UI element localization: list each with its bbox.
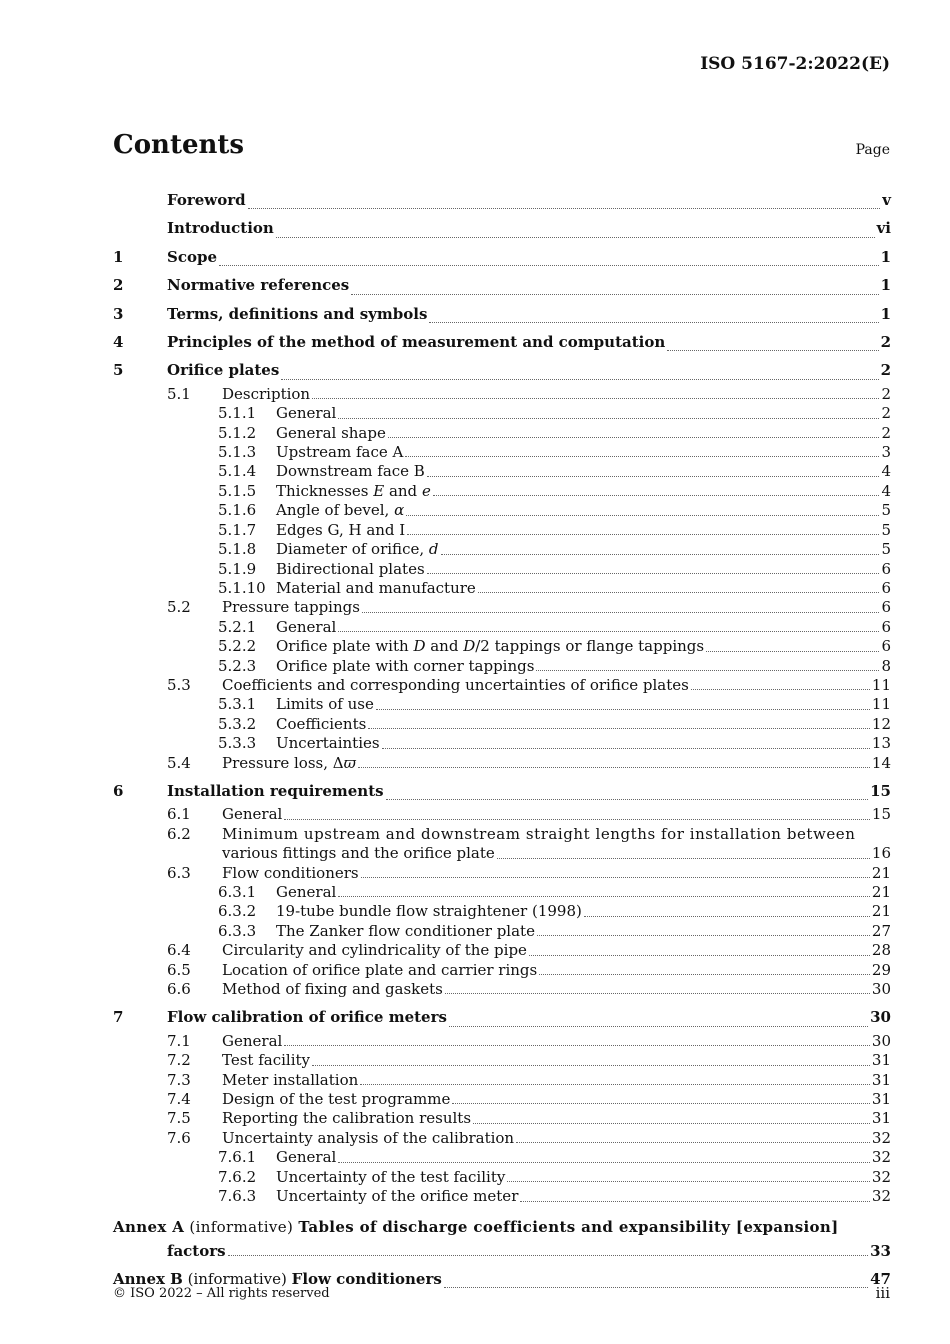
toc-entry-number: 6.3.2: [218, 902, 257, 921]
toc-entry[interactable]: [113, 1187, 891, 1206]
toc-entry-page: 30: [871, 980, 891, 999]
toc-entry-number: 5.2.1: [218, 617, 257, 636]
toc-entry-page: 31: [871, 1090, 891, 1109]
toc-entry-page: vi: [876, 219, 891, 238]
dot-leader: [358, 767, 870, 768]
toc-entry-page: 6: [881, 578, 891, 597]
dot-leader: [473, 1123, 870, 1124]
dot-leader: [429, 322, 878, 323]
toc-entry-page: 2: [881, 423, 891, 442]
table-of-contents: [113, 186, 891, 1293]
toc-entry[interactable]: [113, 598, 891, 617]
toc-entry-number: 5.1.9: [218, 559, 257, 578]
toc-entry-number: 7: [113, 1008, 124, 1027]
toc-entry[interactable]: [113, 657, 891, 676]
toc-entry-page: 31: [871, 1109, 891, 1128]
toc-entry-number: 5.3.1: [218, 695, 257, 714]
dot-leader: [441, 554, 880, 555]
copyright-notice: © ISO 2022 – All rights reserved: [113, 1286, 330, 1301]
dot-leader: [584, 916, 870, 917]
toc-entry[interactable]: [113, 462, 891, 481]
toc-entry[interactable]: [113, 521, 891, 540]
toc-entry-page: 1: [880, 276, 891, 295]
toc-entry[interactable]: [113, 443, 891, 462]
dot-leader: [284, 819, 870, 820]
toc-entry-page: 21: [871, 902, 891, 921]
toc-entry-number: 6: [113, 781, 124, 800]
dot-leader: [351, 294, 878, 295]
dot-leader: [228, 1255, 869, 1256]
toc-entry-page: 2: [881, 404, 891, 423]
dot-leader: [312, 398, 879, 399]
toc-entry-number: 7.4: [167, 1090, 191, 1109]
dot-leader: [382, 748, 870, 749]
dot-leader: [388, 437, 880, 438]
toc-entry-title: Description: [222, 384, 311, 403]
toc-entry[interactable]: [113, 356, 891, 384]
toc-entry-title: General: [222, 805, 283, 824]
dot-leader: [406, 515, 879, 516]
toc-entry-page: 2: [880, 333, 891, 352]
toc-entry-title: General: [276, 883, 337, 901]
toc-entry-title: Edges G, H and I: [276, 520, 406, 539]
toc-entry-title: Material and manufacture: [276, 578, 476, 597]
toc-entry-title: Normative references: [167, 276, 350, 295]
toc-entry-title: Introduction: [167, 219, 274, 238]
toc-entry-title: General: [276, 1148, 337, 1167]
toc-entry-number: 5.4: [167, 753, 191, 772]
toc-entry-page: 32: [871, 1187, 891, 1206]
toc-entry[interactable]: [113, 734, 891, 753]
toc-entry[interactable]: [113, 902, 891, 921]
annex-label: Annex A: [113, 1217, 185, 1236]
dot-leader: [386, 799, 869, 800]
toc-entry[interactable]: [113, 676, 891, 695]
toc-entry[interactable]: [113, 695, 891, 714]
dot-leader: [520, 1201, 870, 1202]
toc-entry-title: 19-tube bundle flow straightener (1998): [276, 902, 582, 921]
toc-entry[interactable]: [113, 1003, 891, 1031]
toc-entry-page: 32: [871, 1128, 891, 1147]
toc-entry-title: Meter installation: [222, 1070, 359, 1089]
toc-entry-title: Orifice plate with D and D/2 tappings or flange tappings: [276, 637, 705, 656]
toc-entry[interactable]: [113, 501, 891, 520]
toc-entry[interactable]: [113, 754, 891, 773]
dot-leader: [338, 631, 879, 632]
toc-entry-number: 6.2: [167, 824, 191, 843]
dot-leader: [507, 1181, 870, 1182]
toc-entry-title: Coefficients: [276, 714, 367, 733]
toc-entry[interactable]: [113, 1051, 891, 1070]
toc-entry-number: 7.3: [167, 1070, 191, 1089]
toc-entry-number: 6.5: [167, 960, 191, 979]
dot-leader: [338, 896, 870, 897]
toc-entry-title: Orifice plates: [167, 361, 280, 380]
toc-entry[interactable]: [113, 424, 891, 443]
toc-entry-number: 5.1.6: [218, 501, 257, 520]
toc-entry-page: 14: [871, 753, 891, 772]
dot-leader: [312, 1065, 870, 1066]
toc-entry[interactable]: [113, 805, 891, 824]
toc-entry-number: 3: [113, 304, 124, 323]
toc-entry[interactable]: [113, 637, 891, 656]
toc-entry-title: Uncertainty of the test facility: [276, 1167, 506, 1186]
toc-entry-page: 29: [871, 960, 891, 979]
toc-entry[interactable]: [113, 715, 891, 734]
toc-entry[interactable]: [113, 1148, 891, 1167]
toc-entry-number: 6.1: [167, 805, 191, 824]
toc-entry-page: 30: [871, 1031, 891, 1050]
toc-entry-title: Uncertainty of the orifice meter: [276, 1187, 519, 1206]
toc-entry-page: 1: [880, 304, 891, 323]
toc-entry-page: 5: [881, 540, 891, 559]
annex-title-continued: factors: [167, 1241, 226, 1260]
toc-entry-number: 7.2: [167, 1051, 191, 1070]
toc-entry-title: General: [276, 404, 337, 423]
dot-leader: [281, 379, 878, 380]
annex-label: Annex B: [113, 1269, 183, 1288]
toc-entry-title: Principles of the method of measurement and computation: [167, 333, 666, 352]
toc-entry-page: 32: [871, 1167, 891, 1186]
dot-leader: [405, 456, 879, 457]
toc-entry-number: 5.2.2: [218, 637, 257, 656]
toc-entry-page: 4: [881, 481, 891, 500]
toc-entry[interactable]: [113, 385, 891, 404]
toc-entry[interactable]: [113, 883, 891, 902]
toc-entry-page: v: [882, 191, 891, 209]
annex-title: Flow conditioners: [291, 1269, 442, 1288]
dot-leader: [219, 265, 879, 266]
toc-entry-number: 5.1.2: [218, 423, 257, 442]
toc-entry-title: Coefficients and corresponding uncertainties of orifice plates: [222, 675, 689, 694]
annex-title: Tables of discharge coefficients and expansibility [expansion]: [298, 1217, 839, 1236]
toc-entry-number: 6.4: [167, 941, 191, 960]
dot-leader: [368, 728, 870, 729]
toc-entry[interactable]: [113, 560, 891, 579]
toc-entry[interactable]: [113, 980, 891, 999]
toc-entry[interactable]: [113, 271, 891, 299]
toc-entry-number: 6.6: [167, 980, 191, 999]
toc-entry-page: 11: [871, 675, 891, 694]
toc-entry-title: Design of the test programme: [222, 1090, 451, 1109]
toc-entry-page: 5: [881, 501, 891, 520]
dot-leader: [452, 1103, 870, 1104]
annex-entry[interactable]: [113, 1213, 891, 1261]
toc-entry-continuation: [222, 844, 891, 863]
toc-entry-title: Thicknesses E and e: [276, 481, 431, 500]
annex-page: 47: [870, 1269, 891, 1288]
annex-title-continuation: [167, 1241, 891, 1261]
toc-entry-page: 32: [871, 1148, 891, 1167]
toc-entry-number: 5: [113, 361, 124, 380]
toc-entry-number: 7.6.3: [218, 1187, 257, 1206]
document-code: ISO 5167-2:2022(E): [700, 54, 890, 74]
toc-entry-title: Minimum upstream and downstream straight lengths for installation between: [222, 824, 856, 843]
toc-entry-title: General: [222, 1031, 283, 1050]
dot-leader: [376, 709, 870, 710]
toc-entry-title: Reporting the calibration results: [222, 1109, 472, 1128]
toc-entry-page: 15: [870, 781, 891, 800]
toc-entry-number: 7.6.2: [218, 1167, 257, 1186]
annex-heading-line: [113, 1213, 891, 1241]
toc-entry-number: 5.1.3: [218, 443, 257, 462]
toc-entry-page: 27: [871, 921, 891, 940]
toc-entry-page: 6: [881, 598, 891, 617]
toc-entry-number: 6.3: [167, 863, 191, 882]
dot-leader: [445, 993, 870, 994]
toc-entry-title: Location of orifice plate and carrier rings: [222, 960, 538, 979]
toc-entry-title: Flow calibration of orifice meters: [167, 1008, 447, 1027]
toc-entry-number: 1: [113, 247, 124, 266]
toc-entry-page: 30: [870, 1008, 891, 1027]
dot-leader: [361, 877, 870, 878]
dot-leader: [667, 350, 878, 351]
dot-leader: [706, 651, 879, 652]
dot-leader: [360, 1084, 870, 1085]
toc-entry-page: 16: [871, 844, 891, 863]
toc-entry[interactable]: [113, 1109, 891, 1128]
toc-entry-page: 31: [871, 1070, 891, 1089]
dot-leader: [433, 495, 880, 496]
toc-entry[interactable]: [113, 777, 891, 805]
toc-entry-number: 5.1.5: [218, 481, 257, 500]
toc-entry-page: 28: [871, 941, 891, 960]
toc-entry[interactable]: [113, 540, 891, 559]
page-column-label: Page: [855, 142, 890, 158]
dot-leader: [478, 592, 880, 593]
dot-leader: [529, 955, 870, 956]
annex-page: 33: [870, 1241, 891, 1260]
toc-entry-title: General: [276, 617, 337, 636]
dot-leader: [407, 534, 879, 535]
toc-entry-page: 2: [881, 384, 891, 403]
toc-entry[interactable]: [113, 1129, 891, 1148]
toc-entry-title: Bidirectional plates: [276, 559, 425, 578]
toc-entry-title: Uncertainty analysis of the calibration: [222, 1128, 515, 1147]
toc-entry-page: 6: [881, 617, 891, 636]
toc-entry-title: General shape: [276, 423, 386, 442]
dot-leader: [276, 237, 875, 238]
toc-entry-title: Angle of bevel, α: [276, 501, 405, 520]
toc-entry[interactable]: [113, 922, 891, 941]
toc-entry-number: 5.3.2: [218, 714, 257, 733]
toc-entry[interactable]: [113, 961, 891, 980]
toc-entry-number: 6.3.3: [218, 921, 257, 940]
page-title: Contents: [113, 130, 245, 160]
toc-entry-title: The Zanker flow conditioner plate: [276, 921, 535, 940]
toc-entry-title: Pressure tappings: [222, 598, 360, 617]
toc-entry-page: 6: [881, 637, 891, 656]
toc-entry-title: Installation requirements: [167, 781, 384, 800]
toc-entry-number: 7.5: [167, 1109, 191, 1128]
toc-entry-title: Test facility: [222, 1051, 311, 1070]
toc-entry-title: Uncertainties: [276, 734, 380, 753]
toc-entry-page: 3: [881, 443, 891, 462]
toc-entry-page: 31: [871, 1051, 891, 1070]
toc-entry[interactable]: [113, 214, 891, 242]
toc-entry[interactable]: [113, 482, 891, 501]
toc-entry[interactable]: [113, 404, 891, 423]
toc-entry-page: 12: [871, 714, 891, 733]
toc-entry-title: Circularity and cylindricality of the pipe: [222, 941, 527, 960]
toc-entry[interactable]: [113, 941, 891, 960]
toc-entry-number: 2: [113, 276, 124, 295]
dot-leader: [444, 1287, 868, 1288]
toc-entry-number: 7.6: [167, 1128, 191, 1147]
toc-entry[interactable]: [113, 1168, 891, 1187]
dot-leader: [539, 974, 870, 975]
toc-entry-number: 5.2: [167, 598, 191, 617]
toc-entry-number: 5.1.8: [218, 540, 257, 559]
toc-entry-number: 5.1.7: [218, 520, 257, 539]
toc-entry[interactable]: [113, 1071, 891, 1090]
toc-entry-title-block: [222, 825, 891, 864]
dot-leader: [691, 689, 870, 690]
dot-leader: [427, 476, 880, 477]
toc-entry[interactable]: [113, 825, 891, 864]
toc-entry-page: 4: [881, 462, 891, 481]
toc-entry[interactable]: [113, 579, 891, 598]
toc-entry-title: Limits of use: [276, 695, 374, 714]
dot-leader: [338, 418, 879, 419]
dot-leader: [536, 670, 879, 671]
toc-entry[interactable]: [113, 618, 891, 637]
toc-entry-number: 5.1.4: [218, 462, 257, 481]
toc-entry-page: 2: [880, 361, 891, 380]
toc-entry-title-continued: various fittings and the orifice plate: [222, 844, 495, 863]
toc-entry-title: Orifice plate with corner tappings: [276, 656, 535, 675]
toc-entry-title: Downstream face B: [276, 462, 425, 481]
toc-entry-page: 8: [881, 656, 891, 675]
dot-leader: [248, 208, 881, 209]
toc-entry[interactable]: [113, 300, 891, 328]
dot-leader: [338, 1162, 870, 1163]
dot-leader: [497, 858, 870, 859]
dot-leader: [449, 1026, 868, 1027]
toc-entry-number: 6.3.1: [218, 883, 257, 901]
toc-entry-title: Pressure loss, Δϖ: [222, 753, 356, 772]
toc-entry-title: Terms, definitions and symbols: [167, 304, 428, 323]
toc-entry-title: Method of fixing and gaskets: [222, 980, 443, 999]
annex-note: (informative): [187, 1269, 287, 1288]
toc-entry-number: 5.3.3: [218, 734, 257, 753]
toc-entry[interactable]: [113, 186, 891, 214]
toc-entry-page: 5: [881, 520, 891, 539]
toc-entry[interactable]: [113, 328, 891, 356]
dot-leader: [284, 1045, 870, 1046]
toc-entry-number: 5.2.3: [218, 656, 257, 675]
toc-entry-page: 21: [871, 883, 891, 901]
toc-entry[interactable]: [113, 243, 891, 271]
dot-leader: [537, 935, 870, 936]
toc-entry-title: Flow conditioners: [222, 863, 359, 882]
toc-entry-number: 5.1: [167, 384, 191, 403]
toc-entry-page: 13: [871, 734, 891, 753]
toc-entry-page: 1: [880, 247, 891, 266]
toc-entry-page: 6: [881, 559, 891, 578]
annex-note: (informative): [189, 1217, 294, 1236]
toc-entry-page: 11: [871, 695, 891, 714]
toc-entry-title: Scope: [167, 247, 218, 266]
toc-entry-number: 5.1.1: [218, 404, 257, 423]
toc-entry-number: 5.3: [167, 675, 191, 694]
dot-leader: [427, 573, 880, 574]
footer-page-number: iii: [875, 1284, 890, 1302]
toc-entry-number: 4: [113, 333, 124, 352]
toc-entry[interactable]: [113, 1090, 891, 1109]
toc-entry-title: Upstream face A: [276, 443, 404, 462]
dot-leader: [516, 1142, 870, 1143]
toc-entry[interactable]: [113, 864, 891, 883]
toc-entry-number: 7.6.1: [218, 1148, 257, 1167]
toc-entry-title: Diameter of orifice, d: [276, 540, 439, 559]
toc-entry-number: 7.1: [167, 1031, 191, 1050]
toc-entry[interactable]: [113, 1032, 891, 1051]
toc-entry-page: 21: [871, 863, 891, 882]
toc-entry-page: 15: [871, 805, 891, 824]
toc-entry-number: 5.1.10: [218, 578, 266, 597]
dot-leader: [362, 612, 880, 613]
toc-entry-title: Foreword: [167, 191, 246, 209]
